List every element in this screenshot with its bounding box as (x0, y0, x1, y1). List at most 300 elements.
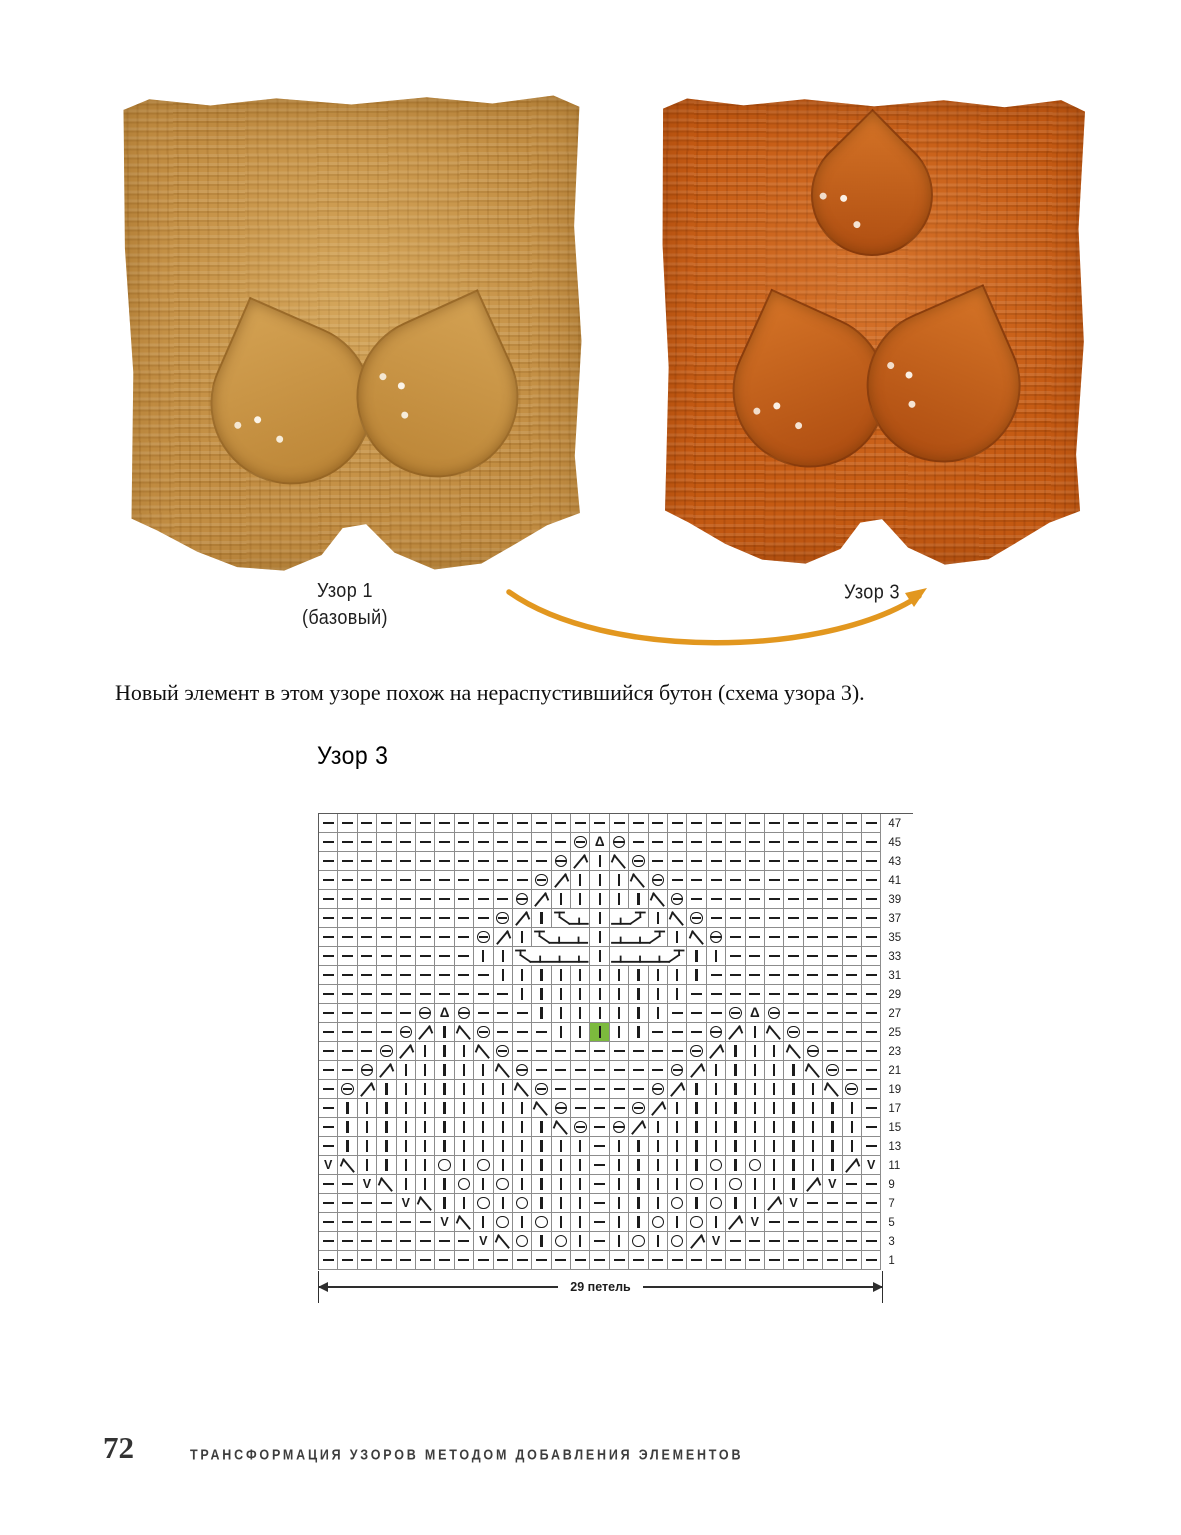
chart-cell-purl-dash (397, 852, 416, 871)
chart-cell-knit-bar (726, 1099, 745, 1118)
chart-cell-knit-bar (435, 1023, 454, 1042)
chart-cell-purl-dash (319, 1213, 338, 1232)
chart-cell-circled-minus (455, 1004, 474, 1023)
chart-cell-knit-bar (726, 1194, 745, 1213)
chart-cell-purl-dash (435, 928, 454, 947)
photo-label-uzor-1 (245, 577, 445, 631)
chart-cell-purl-dash (358, 814, 377, 833)
chart-cell-knit-bar (746, 1194, 765, 1213)
chart-cell-left-leaning-decrease (649, 890, 668, 909)
chart-cell-purl-dash (338, 1023, 357, 1042)
chart-cell-purl-dash (455, 985, 474, 1004)
chart-cell-purl-dash (338, 1061, 357, 1080)
chart-cell-circled-minus (358, 1061, 377, 1080)
chart-cell-purl-dash (435, 909, 454, 928)
chart-cell-left-leaning-decrease (416, 1194, 435, 1213)
chart-cell-knit-bar (455, 1118, 474, 1137)
chart-cell-purl-dash (494, 871, 513, 890)
chart-cell-knit-bar (687, 1137, 706, 1156)
chart-cell-purl-dash (765, 1232, 784, 1251)
chart-cell-circled-minus (397, 1023, 416, 1042)
chart-row-number: 37 (888, 912, 902, 925)
chart-cell-knit-bar (552, 1004, 571, 1023)
chart-cell-yarn-over-circle (494, 1175, 513, 1194)
chart-cell-right-leaning-decrease (649, 1099, 668, 1118)
chart-cell-knit-bar (552, 985, 571, 1004)
chart-cell-circled-minus (687, 909, 706, 928)
chart-cell-knit-bar (649, 1175, 668, 1194)
knitted-fabric-texture (653, 94, 1091, 567)
chart-cell-purl-dash (726, 890, 745, 909)
chart-cell-purl-dash (823, 909, 842, 928)
chart-cell-purl-dash (687, 871, 706, 890)
chart-cell-purl-dash (726, 1251, 745, 1270)
chart-cell-purl-dash (784, 852, 803, 871)
chart-cell-circled-minus (707, 928, 726, 947)
chart-cell-knit-bar (649, 909, 668, 928)
chart-cell-purl-dash (319, 814, 338, 833)
chart-cell-knit-bar (668, 985, 687, 1004)
chart-cell-triangle-double-decrease: Δ (746, 1004, 765, 1023)
chart-cell-purl-dash (843, 1213, 862, 1232)
chart-row-number: 7 (888, 1197, 895, 1210)
chart-cell-purl-dash (862, 928, 881, 947)
chart-row-number: 45 (888, 836, 902, 849)
chart-cell-purl-dash (862, 1213, 881, 1232)
chart-cell-purl-dash (687, 852, 706, 871)
chart-cell-knit-bar (571, 871, 590, 890)
chart-cell-knit-bar (649, 985, 668, 1004)
chart-cell-yarn-over-circle (474, 1156, 493, 1175)
chart-cell-purl-dash (377, 1251, 396, 1270)
chart-cell-purl-dash (707, 890, 726, 909)
chart-cell-purl-dash (823, 928, 842, 947)
chart-cell-knit-bar (843, 1118, 862, 1137)
chart-cell-purl-dash (552, 833, 571, 852)
chart-cell-purl-dash (552, 1042, 571, 1061)
chart-cell-purl-dash (319, 1232, 338, 1251)
chart-cell-circled-minus (532, 871, 551, 890)
chart-cell-purl-dash (338, 985, 357, 1004)
chart-cell-purl-dash (571, 1061, 590, 1080)
chart-cell-purl-dash (455, 1232, 474, 1251)
chart-cell-knit-bar (552, 1023, 571, 1042)
chart-cell-circled-minus (629, 852, 648, 871)
chart-cell-knit-bar (397, 1118, 416, 1137)
chart-cell-purl-dash (319, 1042, 338, 1061)
chart-cell-knit-bar (571, 1156, 590, 1175)
chart-cell-circled-minus (513, 890, 532, 909)
chart-cell-left-leaning-decrease (552, 1118, 571, 1137)
chart-cell-circled-minus (765, 1004, 784, 1023)
chart-cell-purl-dash (726, 852, 745, 871)
chart-cell-purl-dash (843, 890, 862, 909)
leaf-motif (842, 284, 1045, 487)
chart-cell-purl-dash (707, 966, 726, 985)
chart-cell-knit-bar (629, 1175, 648, 1194)
chart-cell-v-stitch: V (784, 1194, 803, 1213)
chart-cell-knit-bar (707, 1099, 726, 1118)
chart-cell-purl-dash (687, 1023, 706, 1042)
photo-label-line1: Узор 3 (844, 580, 900, 604)
chart-cell-purl-dash (397, 1232, 416, 1251)
chart-cell-knit-bar (726, 1156, 745, 1175)
chart-cell-purl-dash (687, 814, 706, 833)
chart-cell-knit-bar (590, 1004, 609, 1023)
chart-cell-purl-dash (726, 814, 745, 833)
chart-cell-circled-minus (687, 1042, 706, 1061)
chart-cell-purl-dash (823, 1251, 842, 1270)
chart-cell-purl-dash (455, 928, 474, 947)
chart-cell-circled-minus (571, 1118, 590, 1137)
chart-cell-purl-dash (862, 1004, 881, 1023)
chart-cell-knit-bar (532, 1194, 551, 1213)
chart-cell-purl-dash (338, 890, 357, 909)
chart-cell-purl-dash (532, 1042, 551, 1061)
chart-cell-purl-dash (474, 890, 493, 909)
chart-cell-left-leaning-decrease (765, 1023, 784, 1042)
chart-cell-purl-dash (862, 1118, 881, 1137)
chart-cell-purl-dash (590, 1175, 609, 1194)
chart-row-number: 47 (888, 817, 902, 830)
chart-cell-purl-dash (435, 852, 454, 871)
chart-cell-knit-bar (784, 1156, 803, 1175)
chart-cell-purl-dash (358, 833, 377, 852)
chart-cell-knit-bar (513, 1175, 532, 1194)
chart-cell-purl-dash (552, 1080, 571, 1099)
chart-cell-purl-dash (823, 1023, 842, 1042)
chart-cell-knit-bar (610, 1213, 629, 1232)
chart-cell-purl-dash (687, 890, 706, 909)
chart-cell-purl-dash (726, 833, 745, 852)
chart-cell-left-leaning-decrease (610, 852, 629, 871)
chart-cell-purl-dash (513, 1251, 532, 1270)
chart-cell-knit-bar (590, 890, 609, 909)
chart-cell-circled-minus (416, 1004, 435, 1023)
chart-cell-knit-bar (687, 1099, 706, 1118)
chart-cell-purl-dash (746, 852, 765, 871)
chart-cell-purl-dash (707, 833, 726, 852)
chart-cell-purl-dash (494, 833, 513, 852)
chart-cell-purl-dash (455, 1251, 474, 1270)
chart-cell-circled-minus (474, 928, 493, 947)
chart-cell-purl-dash (784, 871, 803, 890)
chart-cell-purl-dash (319, 1004, 338, 1023)
chart-cell-purl-dash (765, 947, 784, 966)
chart-cell-purl-dash (804, 814, 823, 833)
chart-row-number: 35 (888, 931, 902, 944)
chart-cell-purl-dash (804, 1213, 823, 1232)
chart-cell-knit-bar (435, 1175, 454, 1194)
chart-cell-knit-bar (513, 1213, 532, 1232)
chart-cell-purl-dash (668, 1004, 687, 1023)
chart-cell-knit-bar (823, 1137, 842, 1156)
chart-cell-purl-dash (610, 1061, 629, 1080)
chart-cell-purl-dash (629, 1080, 648, 1099)
chart-cell-knit-bar (590, 909, 609, 928)
chart-cell-purl-dash (668, 1251, 687, 1270)
chart-cell-purl-dash (455, 833, 474, 852)
chart-cell-right-leaning-decrease (707, 1042, 726, 1061)
page-number: 72 (103, 1430, 134, 1465)
chart-cell-knit-bar (784, 1175, 803, 1194)
chart-cell-right-leaning-decrease (513, 909, 532, 928)
chart-cell-purl-dash (455, 947, 474, 966)
chart-cell-purl-dash (358, 985, 377, 1004)
chart-cell-purl-dash (823, 814, 842, 833)
chart-cell-purl-dash (823, 1004, 842, 1023)
chart-cell-knit-bar (784, 1118, 803, 1137)
chart-cell-knit-bar (435, 1099, 454, 1118)
chart-cell-circled-minus (726, 1004, 745, 1023)
chart-cell-purl-dash (377, 1213, 396, 1232)
chart-cell-purl-dash (532, 1023, 551, 1042)
chart-cell-purl-dash (726, 871, 745, 890)
chart-cell-purl-dash (843, 833, 862, 852)
chart-cell-purl-dash (532, 833, 551, 852)
chart-cell-knit-bar (435, 1061, 454, 1080)
chart-cell-purl-dash (494, 1251, 513, 1270)
chart-cell-knit-bar (474, 947, 493, 966)
chart-cell-knit-bar (610, 1156, 629, 1175)
chart-cell-purl-dash (823, 985, 842, 1004)
chart-cell-purl-dash (397, 814, 416, 833)
chart-cell-purl-dash (416, 947, 435, 966)
chart-cell-purl-dash (746, 814, 765, 833)
chart-cell-purl-dash (338, 1213, 357, 1232)
chart-cell-knit-bar (455, 1137, 474, 1156)
chart-cell-purl-dash (474, 1004, 493, 1023)
chart-cell-purl-dash (338, 947, 357, 966)
chart-cell-knit-bar (571, 1213, 590, 1232)
chart-cell-purl-dash (513, 1023, 532, 1042)
chart-cell-purl-dash (765, 871, 784, 890)
chart-cell-knit-bar (416, 1080, 435, 1099)
chart-cell-knit-bar (610, 985, 629, 1004)
chart-cell-knit-bar (765, 1061, 784, 1080)
chart-cell-purl-dash (319, 928, 338, 947)
chart-cell-highlighted-knit-green (590, 1023, 609, 1042)
chart-cell-purl-dash (319, 1194, 338, 1213)
chart-cell-right-leaning-decrease (416, 1023, 435, 1042)
chart-cell-purl-dash (823, 947, 842, 966)
chart-cell-purl-dash (455, 890, 474, 909)
chart-cell-knit-bar (668, 928, 687, 947)
chart-title: Узор 3 (317, 740, 389, 770)
chart-cell-purl-dash (455, 909, 474, 928)
chart-cell-purl-dash (435, 814, 454, 833)
chart-cell-purl-dash (397, 928, 416, 947)
chart-cell-purl-dash (687, 1004, 706, 1023)
chart-cell-yarn-over-circle (513, 1194, 532, 1213)
chart-cell-left-leaning-decrease (784, 1042, 803, 1061)
chart-cell-yarn-over-circle (649, 1213, 668, 1232)
chart-cell-purl-dash (358, 1213, 377, 1232)
chart-cell-purl-dash (862, 1080, 881, 1099)
chart-cell-right-leaning-decrease (377, 1061, 396, 1080)
chart-cell-purl-dash (726, 966, 745, 985)
chart-cell-purl-dash (784, 947, 803, 966)
chart-cell-knit-bar (668, 1099, 687, 1118)
chart-cell-knit-bar (552, 1194, 571, 1213)
chart-cell-purl-dash (455, 814, 474, 833)
chart-cell-purl-dash (590, 1061, 609, 1080)
chart-cell-purl-dash (416, 985, 435, 1004)
chart-cell-knit-bar (571, 966, 590, 985)
chart-cell-knit-bar (668, 1156, 687, 1175)
chart-cell-knit-bar (765, 1118, 784, 1137)
chart-cell-right-leaning-decrease (843, 1156, 862, 1175)
chart-cell-purl-dash (843, 1061, 862, 1080)
chart-cell-right-leaning-decrease (552, 871, 571, 890)
chart-cell-knit-bar (629, 1156, 648, 1175)
chart-cell-right-leaning-decrease (494, 928, 513, 947)
chart-cell-purl-dash (455, 966, 474, 985)
chart-cell-knit-bar (726, 1137, 745, 1156)
chart-cell-knit-bar (552, 966, 571, 985)
chart-cell-knit-bar (552, 1175, 571, 1194)
chart-cell-knit-bar (571, 1023, 590, 1042)
chart-cell-purl-dash (590, 1194, 609, 1213)
chart-cell-purl-dash (610, 814, 629, 833)
chart-cell-knit-bar (552, 1156, 571, 1175)
chart-cell-knit-bar (746, 1137, 765, 1156)
chart-cell-purl-dash (862, 1042, 881, 1061)
chart-cell-purl-dash (590, 1251, 609, 1270)
chart-cell-knit-bar (590, 947, 609, 966)
chart-cell-knit-bar (416, 1042, 435, 1061)
chart-cell-purl-dash (474, 985, 493, 1004)
chart-cell-purl-dash (358, 947, 377, 966)
chart-cell-purl-dash (862, 833, 881, 852)
chart-cell-knit-bar (687, 1118, 706, 1137)
chart-cell-knit-bar (687, 1080, 706, 1099)
chart-cell-knit-bar (513, 928, 532, 947)
chart-cell-purl-dash (416, 1232, 435, 1251)
chart-cell-circled-minus (707, 1023, 726, 1042)
chart-cell-knit-bar (455, 1061, 474, 1080)
chart-cell-yarn-over-circle (707, 1156, 726, 1175)
chart-cell-knit-bar (494, 947, 513, 966)
chart-cell-knit-bar (746, 1080, 765, 1099)
chart-cell-knit-bar (784, 1137, 803, 1156)
chart-cell-knit-bar (687, 1194, 706, 1213)
chart-cell-purl-dash (629, 814, 648, 833)
chart-cell-knit-bar (629, 985, 648, 1004)
chart-cell-knit-bar (416, 1118, 435, 1137)
chart-cell-purl-dash (474, 833, 493, 852)
footer-running-title: ТРАНСФОРМАЦИЯ УЗОРОВ МЕТОДОМ ДОБАВЛЕНИЯ ЭЛЕМЕНТОВ (190, 1447, 744, 1464)
chart-cell-purl-dash (649, 814, 668, 833)
chart-cell-right-leaning-decrease (532, 890, 551, 909)
chart-cell-purl-dash (416, 1213, 435, 1232)
chart-cell-triangle-double-decrease: Δ (435, 1004, 454, 1023)
chart-cell-purl-dash (474, 871, 493, 890)
chart-row-number: 1 (888, 1254, 895, 1267)
chart-cell-circled-minus (494, 1042, 513, 1061)
chart-cell-purl-dash (804, 928, 823, 947)
chart-cell-purl-dash (804, 947, 823, 966)
chart-cell-knit-bar (590, 966, 609, 985)
chart-cell-purl-dash (319, 947, 338, 966)
chart-cell-purl-dash (804, 909, 823, 928)
chart-cell-knit-bar (532, 1232, 551, 1251)
chart-cell-yarn-over-circle (687, 1213, 706, 1232)
chart-cell-right-leaning-decrease (668, 1080, 687, 1099)
chart-cell-purl-dash (687, 1251, 706, 1270)
chart-cell-purl-dash (590, 1137, 609, 1156)
chart-cell-knit-bar (590, 985, 609, 1004)
chart-cell-knit-bar (765, 1137, 784, 1156)
chart-cell-v-stitch: V (707, 1232, 726, 1251)
chart-cell-purl-dash (746, 833, 765, 852)
chart-cell-knit-bar (571, 1004, 590, 1023)
chart-cell-right-leaning-decrease (571, 852, 590, 871)
chart-cell-knit-bar (455, 1042, 474, 1061)
chart-row-number: 43 (888, 855, 902, 868)
chart-cell-knit-bar (649, 1137, 668, 1156)
chart-cell-left-leaning-decrease (513, 1080, 532, 1099)
chart-cell-knit-bar (397, 1061, 416, 1080)
chart-cell-purl-dash (338, 1175, 357, 1194)
chart-cell-purl-dash (377, 928, 396, 947)
chart-cell-purl-dash (823, 1232, 842, 1251)
chart-cell-purl-dash (765, 814, 784, 833)
chart-cell-purl-dash (571, 1042, 590, 1061)
chart-cell-left-leaning-decrease (823, 1080, 842, 1099)
chart-cell-knit-bar (610, 1194, 629, 1213)
chart-cell-knit-bar (707, 1175, 726, 1194)
chart-cell-purl-dash (843, 1004, 862, 1023)
chart-cell-circled-minus (629, 1099, 648, 1118)
chart-cell-yarn-over-circle (668, 1194, 687, 1213)
chart-cell-purl-dash (358, 890, 377, 909)
chart-cell-circled-minus (668, 1061, 687, 1080)
chart-cell-purl-dash (416, 1251, 435, 1270)
chart-cell-knit-bar (494, 1118, 513, 1137)
chart-cell-knit-bar (532, 909, 551, 928)
chart-cell-knit-bar (377, 1118, 396, 1137)
chart-cell-purl-dash (804, 890, 823, 909)
chart-cell-knit-bar (532, 966, 551, 985)
chart-cell-purl-dash (435, 871, 454, 890)
chart-cell-right-leaning-decrease (687, 1232, 706, 1251)
chart-cell-circled-minus (610, 1118, 629, 1137)
chart-cell-purl-dash (435, 890, 454, 909)
chart-cell-purl-dash (552, 1061, 571, 1080)
chart-cell-knit-bar (397, 1099, 416, 1118)
chart-cell-purl-dash (416, 852, 435, 871)
chart-cell-purl-dash (358, 909, 377, 928)
chart-cell-purl-dash (319, 833, 338, 852)
chart-cell-knit-bar (726, 1061, 745, 1080)
chart-cell-v-stitch: V (474, 1232, 493, 1251)
chart-cell-knit-bar (765, 1099, 784, 1118)
chart-row-number: 5 (888, 1216, 895, 1229)
chart-cell-purl-dash (377, 1004, 396, 1023)
body-paragraph: Новый элемент в этом узоре похож на нераспустившийся бутон (схема узора 3). (115, 680, 865, 705)
chart-row-number: 19 (888, 1083, 902, 1096)
chart-cell-purl-dash (474, 966, 493, 985)
chart-cell-cable-3-left (532, 928, 590, 947)
chart-cell-purl-dash (397, 966, 416, 985)
chart-cell-purl-dash (513, 1042, 532, 1061)
chart-cell-knit-bar (765, 1175, 784, 1194)
chart-cell-knit-bar (746, 1175, 765, 1194)
chart-cell-knit-bar (629, 1213, 648, 1232)
chart-cell-purl-dash (668, 1042, 687, 1061)
chart-cell-purl-dash (668, 1023, 687, 1042)
